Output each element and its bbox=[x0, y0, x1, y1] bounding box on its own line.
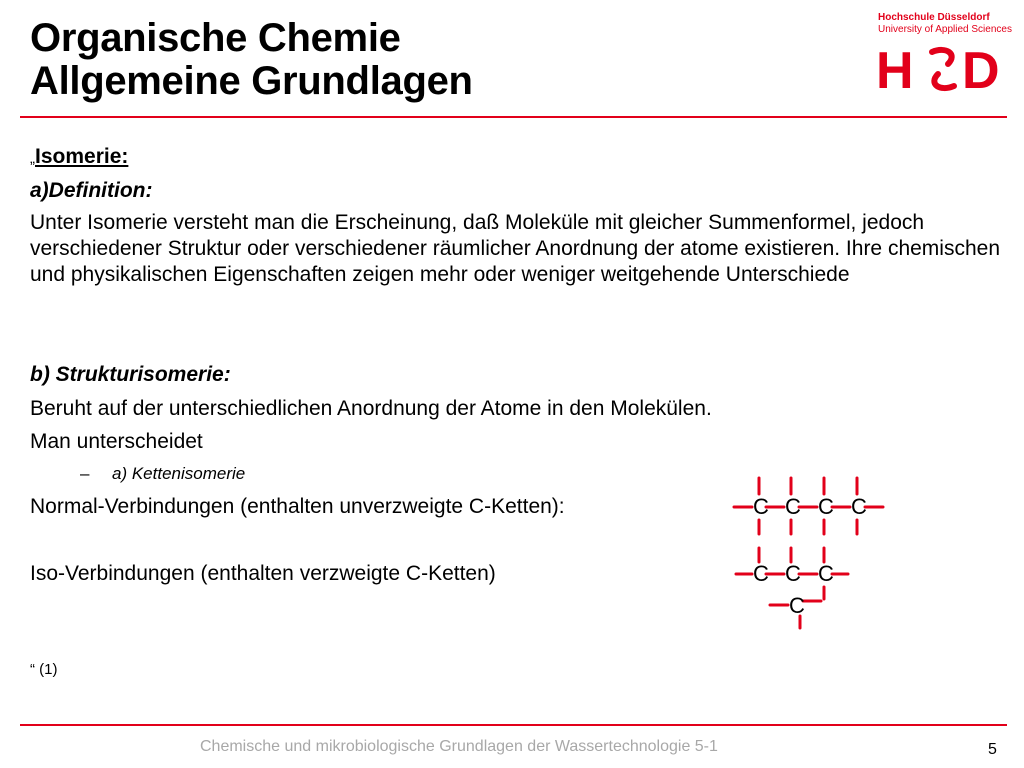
footer-divider bbox=[20, 724, 1007, 726]
carbon-chain-structures bbox=[720, 470, 900, 632]
footer-course-title: Chemische und mikrobiologische Grundlagen der Wassertechnologie 5-1 bbox=[200, 738, 718, 755]
slide-title-line1: Organische Chemie bbox=[30, 16, 401, 60]
strukturisomerie-description: Beruht auf der unterschiedlichen Anordnung der Atome in den Molekülen. bbox=[30, 397, 712, 420]
university-subtitle: University of Applied Sciences bbox=[878, 24, 1012, 35]
normal-chain-atom: C bbox=[818, 494, 834, 519]
opening-quote: „ bbox=[30, 150, 35, 167]
slide-title-line2: Allgemeine Grundlagen bbox=[30, 59, 473, 103]
closing-quote-reference: “ (1) bbox=[30, 661, 58, 678]
hsd-logo bbox=[876, 44, 1010, 94]
university-name: Hochschule Düsseldorf bbox=[878, 12, 990, 23]
iso-chain-atom: C bbox=[785, 561, 801, 586]
sub-item-dash: – bbox=[80, 464, 90, 483]
strukturisomerie-heading: b) Strukturisomerie: bbox=[30, 363, 231, 386]
iso-chain-atom: C bbox=[818, 561, 834, 586]
sub-item-label: a) Kettenisomerie bbox=[112, 464, 246, 483]
iso-verbindungen-text: Iso-Verbindungen (enthalten verzweigte C-Ketten) bbox=[30, 562, 496, 585]
normal-verbindungen-text: Normal-Verbindungen (enthalten unverzweigte C-Ketten): bbox=[30, 495, 565, 518]
hsd-s-logo-icon bbox=[932, 50, 954, 88]
logo-letter-h: H bbox=[876, 44, 914, 94]
iso-branch-atom: C bbox=[789, 593, 805, 618]
page-number: 5 bbox=[988, 741, 997, 758]
normal-chain-atom: C bbox=[785, 494, 801, 519]
definition-heading: a)Definition: bbox=[30, 179, 153, 202]
isomerie-heading bbox=[30, 144, 128, 169]
iso-chain-structure bbox=[753, 561, 834, 618]
logo-letter-d: D bbox=[962, 44, 1000, 94]
isomerie-heading-text: Isomerie: bbox=[35, 145, 129, 168]
man-unterscheidet: Man unterscheidet bbox=[30, 430, 203, 453]
sub-item-kettenisomerie bbox=[80, 463, 245, 485]
definition-paragraph: Unter Isomerie versteht man die Erscheinung, daß Moleküle mit gleicher Summenformel, jedoch verschiedener Struktur oder verschiedener räumlicher Anordnung der atome existieren. Ihre chemischen und physikalischen Eigenschaften zeigen mehr oder weniger weitgehende Unterschiede bbox=[30, 211, 1000, 286]
normal-chain-atom: C bbox=[851, 494, 867, 519]
header-divider bbox=[20, 116, 1007, 118]
iso-chain-atom: C bbox=[753, 561, 769, 586]
normal-chain-atom: C bbox=[753, 494, 769, 519]
